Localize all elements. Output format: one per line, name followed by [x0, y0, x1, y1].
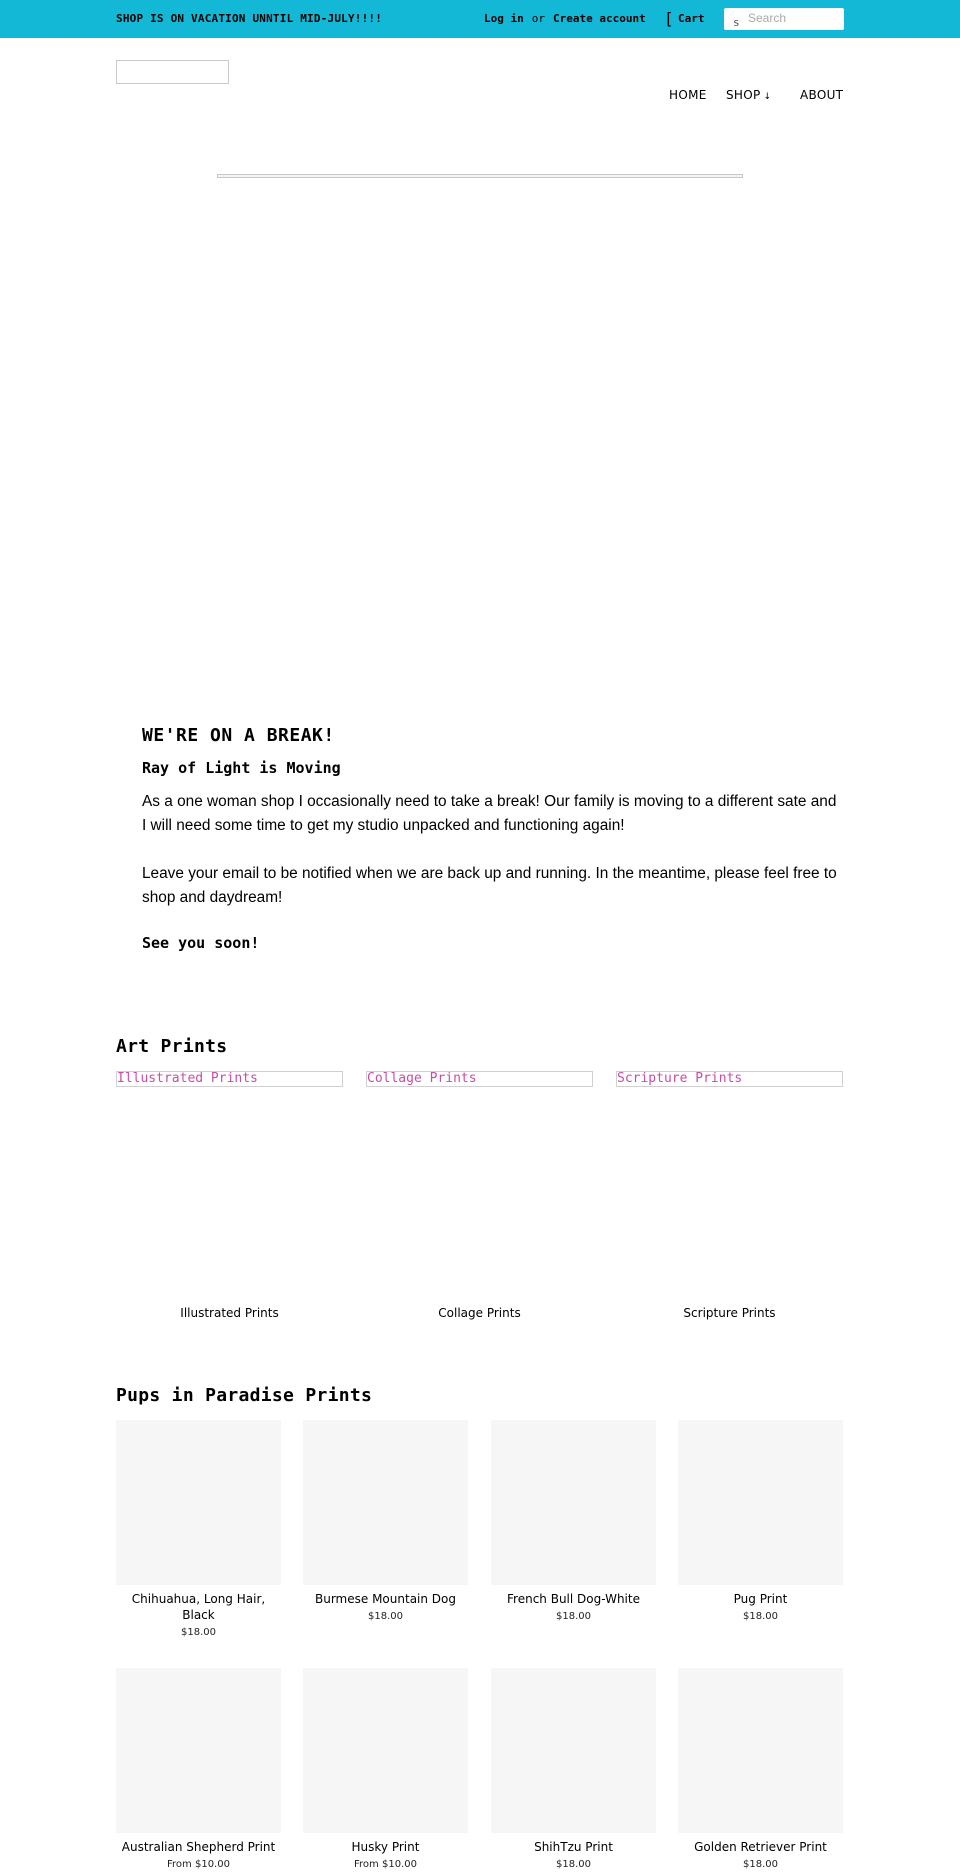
- product-name[interactable]: Australian Shepherd Print: [121, 1840, 276, 1854]
- announcement-text: SHOP IS ON VACATION UNNTIL MID-JULY!!!!: [116, 12, 383, 25]
- break-announcement: [142, 724, 842, 952]
- product-price: From $10.00: [167, 1859, 230, 1870]
- break-closing: See you soon!: [142, 934, 260, 952]
- product-card[interactable]: [491, 1668, 656, 1870]
- search-input[interactable]: [746, 9, 840, 27]
- nav-shop-label: SHOP: [726, 88, 761, 102]
- product-price: From $10.00: [354, 1859, 417, 1870]
- product-card[interactable]: [116, 1668, 281, 1870]
- product-image[interactable]: [303, 1420, 468, 1585]
- site-logo[interactable]: [116, 60, 229, 84]
- product-name[interactable]: Pug Print: [733, 1592, 788, 1606]
- product-price: $18.00: [556, 1611, 591, 1622]
- product-card[interactable]: [303, 1420, 468, 1622]
- product-name[interactable]: Golden Retriever Print: [694, 1840, 827, 1854]
- or-text: or: [531, 12, 545, 25]
- product-card[interactable]: [678, 1668, 843, 1870]
- product-image[interactable]: [491, 1420, 656, 1585]
- pups-title: Pups in Paradise Prints: [116, 1385, 373, 1406]
- collection-image-collage[interactable]: Collage Prints: [366, 1071, 593, 1087]
- account-links: [484, 12, 646, 25]
- product-name[interactable]: Husky Print: [351, 1840, 420, 1854]
- search-box[interactable]: [724, 8, 844, 30]
- collection-image-illustrated[interactable]: Illustrated Prints: [116, 1071, 343, 1087]
- product-card[interactable]: [491, 1420, 656, 1622]
- break-subheading: Ray of Light is Moving: [142, 759, 341, 777]
- product-card[interactable]: [678, 1420, 843, 1622]
- collection-title-scripture[interactable]: Scripture Prints: [683, 1306, 776, 1320]
- nav-shop[interactable]: [726, 88, 771, 102]
- nav-about[interactable]: ABOUT: [800, 88, 844, 102]
- product-image[interactable]: [491, 1668, 656, 1833]
- collection-image-scripture[interactable]: Scripture Prints: [616, 1071, 843, 1087]
- break-heading: WE'RE ON A BREAK!: [142, 725, 335, 746]
- product-price: $18.00: [743, 1859, 778, 1870]
- break-paragraph-2: Leave your email to be notified when we are back up and running. In the meantime, please feel free to shop and daydream!: [142, 865, 837, 906]
- collection-title-collage[interactable]: Collage Prints: [438, 1306, 521, 1320]
- search-icon[interactable]: s: [733, 16, 740, 29]
- product-image[interactable]: [116, 1668, 281, 1833]
- product-image[interactable]: [303, 1668, 468, 1833]
- product-name[interactable]: French Bull Dog-White: [507, 1592, 640, 1606]
- create-account-link[interactable]: Create account: [553, 12, 646, 25]
- hero-slideshow: [217, 174, 743, 178]
- product-name[interactable]: Chihuahua, Long Hair, Black: [131, 1592, 266, 1622]
- product-price: $18.00: [181, 1627, 216, 1638]
- collection-title-illustrated[interactable]: Illustrated Prints: [180, 1306, 279, 1320]
- break-paragraph-1: As a one woman shop I occasionally need to take a break! Our family is moving to a different sate and I will need some time to get my studio unpacked and functioning again!: [142, 793, 837, 834]
- product-name[interactable]: ShihTzu Print: [534, 1840, 613, 1854]
- chevron-down-icon: ↓: [763, 92, 772, 102]
- product-card[interactable]: [116, 1420, 281, 1638]
- cart-link[interactable]: Cart: [678, 12, 705, 25]
- product-image[interactable]: [678, 1420, 843, 1585]
- product-card[interactable]: [303, 1668, 468, 1870]
- product-price: $18.00: [556, 1859, 591, 1870]
- cart-icon[interactable]: [: [664, 9, 674, 28]
- product-price: $18.00: [743, 1611, 778, 1622]
- product-image[interactable]: [116, 1420, 281, 1585]
- product-image[interactable]: [678, 1668, 843, 1833]
- product-price: $18.00: [368, 1611, 403, 1622]
- nav-home[interactable]: HOME: [669, 88, 707, 102]
- announcement-bar: [0, 0, 960, 38]
- login-link[interactable]: Log in: [484, 12, 524, 25]
- art-prints-title: Art Prints: [116, 1036, 228, 1057]
- product-name[interactable]: Burmese Mountain Dog: [315, 1592, 456, 1606]
